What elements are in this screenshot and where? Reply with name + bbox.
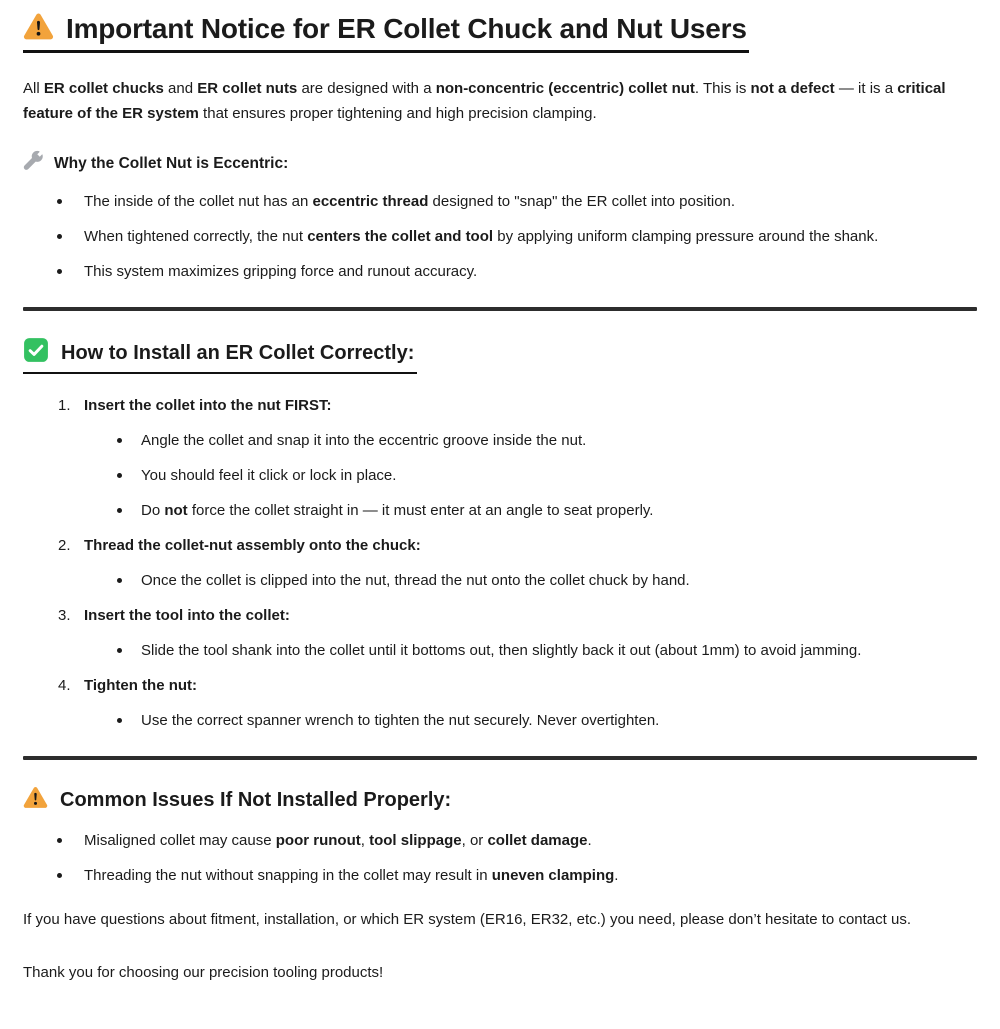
intro-paragraph: All ER collet chucks and ER collet nuts are designed with a non-concentric (eccentric) collet nut. This is not a defect — it is a critical feature of the ER system that ensures proper tightening and high precision clamping. bbox=[23, 80, 946, 122]
page-title: Important Notice for ER Collet Chuck and Nut Users bbox=[66, 13, 747, 44]
step-title: Thread the collet-nut assembly onto the chuck: bbox=[84, 537, 421, 554]
issues-section-heading: Common Issues If Not Installed Properly: bbox=[60, 789, 452, 811]
check-icon bbox=[23, 337, 49, 368]
step-item bbox=[23, 606, 977, 660]
why-section-heading: Why the Collet Nut is Eccentric: bbox=[54, 155, 289, 172]
step-number: 1. bbox=[58, 397, 71, 414]
list-item: Once the collet is clipped into the nut, thread the nut onto the collet chuck by hand. bbox=[23, 571, 977, 590]
list-item: Slide the tool shank into the collet until it bottoms out, then slightly back it out (about 1mm) to avoid jamming. bbox=[23, 641, 977, 660]
step-sub-list bbox=[23, 711, 977, 730]
warning-icon bbox=[23, 12, 54, 46]
list-item: Angle the collet and snap it into the eccentric groove inside the nut. bbox=[23, 431, 977, 450]
list-item: This system maximizes gripping force and runout accuracy. bbox=[23, 262, 977, 281]
list-item: The inside of the collet nut has an eccentric thread designed to "snap" the ER collet into position. bbox=[23, 192, 977, 211]
list-item: Use the correct spanner wrench to tighten the nut securely. Never overtighten. bbox=[23, 711, 977, 730]
list-item: Misaligned collet may cause poor runout, tool slippage, or collet damage. bbox=[23, 831, 977, 850]
document-page bbox=[0, 12, 1000, 985]
warning-icon bbox=[23, 786, 48, 814]
step-number: 2. bbox=[58, 537, 71, 554]
step-label bbox=[23, 536, 977, 555]
install-heading-block bbox=[23, 337, 417, 374]
step-title: Insert the collet into the nut FIRST: bbox=[84, 397, 332, 414]
step-title: Tighten the nut: bbox=[84, 677, 198, 694]
why-bullet-list bbox=[23, 192, 977, 281]
list-item: You should feel it click or lock in place. bbox=[23, 466, 977, 485]
step-sub-list bbox=[23, 571, 977, 590]
install-section-heading-row bbox=[23, 337, 977, 374]
step-item bbox=[23, 396, 977, 520]
list-item: Do not force the collet straight in — it must enter at an angle to seat properly. bbox=[23, 501, 977, 520]
step-label bbox=[23, 606, 977, 625]
wrench-icon bbox=[23, 150, 44, 178]
page-title-block bbox=[23, 12, 749, 53]
step-item bbox=[23, 676, 977, 730]
step-item bbox=[23, 536, 977, 590]
thanks-paragraph: Thank you for choosing our precision tooling products! bbox=[23, 964, 384, 981]
step-number: 3. bbox=[58, 607, 71, 624]
section-divider bbox=[23, 756, 977, 760]
list-item: Threading the nut without snapping in the collet may result in uneven clamping. bbox=[23, 866, 977, 885]
step-label bbox=[23, 396, 977, 415]
install-section-heading: How to Install an ER Collet Correctly: bbox=[61, 341, 415, 364]
step-label bbox=[23, 676, 977, 695]
step-sub-list bbox=[23, 641, 977, 660]
step-title: Insert the tool into the collet: bbox=[84, 607, 290, 624]
issues-bullet-list bbox=[23, 831, 977, 885]
issues-section-heading-row bbox=[23, 786, 977, 814]
step-number: 4. bbox=[58, 677, 71, 694]
issues-heading-block bbox=[23, 786, 451, 814]
why-section-heading-row bbox=[23, 150, 977, 178]
list-item: When tightened correctly, the nut centers the collet and tool by applying uniform clamping pressure around the shank. bbox=[23, 227, 977, 246]
step-sub-list bbox=[23, 431, 977, 520]
section-divider bbox=[23, 307, 977, 311]
closing-paragraph: If you have questions about fitment, installation, or which ER system (ER16, ER32, etc.) you need, please don’t hesitate to contact us. bbox=[23, 911, 911, 928]
install-steps-list bbox=[23, 396, 977, 730]
title-row bbox=[23, 12, 977, 53]
check-box-shape bbox=[24, 338, 48, 362]
wrench-shape bbox=[24, 151, 43, 170]
